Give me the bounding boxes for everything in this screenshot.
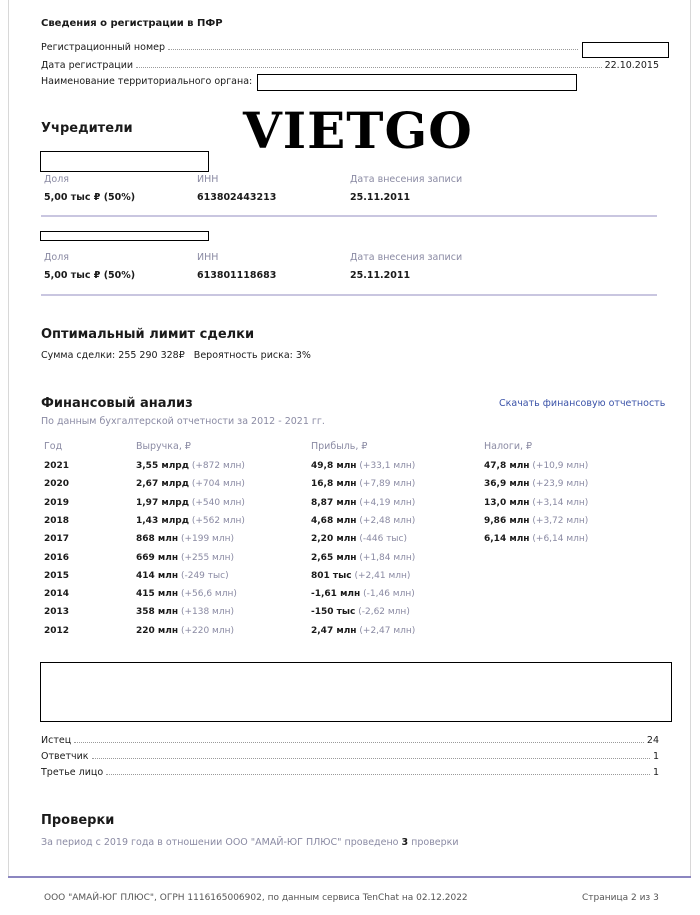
plaintiff-value: 24	[646, 735, 659, 746]
finance-subtitle: По данным бухгалтерской отчетности за 2012 - 2021 гг.	[41, 416, 325, 427]
vietgo-watermark-logo: VIETGO	[243, 101, 473, 160]
redacted-reg-number	[582, 42, 669, 58]
redacted-founder-2-name	[40, 231, 209, 241]
org-label: Наименование территориального органа:	[41, 76, 253, 87]
founder-divider-2	[41, 294, 657, 296]
finance-prof-delta: (+2,48 млн)	[359, 515, 416, 526]
finance-title: Финансовый анализ	[41, 396, 193, 411]
founder-2-date-label: Дата внесения записи	[350, 252, 463, 263]
founder-2-share: 5,00 тыс ₽ (50%)	[44, 270, 136, 281]
finance-prof-delta: (+2,47 млн)	[359, 625, 416, 636]
finance-year: 2020	[44, 479, 70, 490]
founder-2-share-label: Доля	[44, 252, 70, 263]
finance-tax-value: 9,86 млн	[484, 515, 530, 526]
founder-2-date: 25.11.2011	[350, 270, 411, 281]
checks-text-suffix: проверки	[408, 837, 459, 848]
finance-tax-delta: (+6,14 млн)	[532, 534, 589, 545]
finance-prof-value: 16,8 млн	[311, 479, 357, 490]
finance-prof-value: -150 тыс	[311, 607, 356, 618]
finance-row	[44, 607, 664, 625]
founder-1-date: 25.11.2011	[350, 192, 411, 203]
page-edge-left	[8, 0, 9, 876]
founders-title: Учредители	[41, 121, 133, 136]
finance-tax-delta: (+10,9 млн)	[532, 461, 589, 471]
plaintiff-label: Истец	[41, 735, 72, 746]
reg-date-row	[41, 60, 659, 71]
finance-rev-value: 358 млн	[136, 607, 179, 618]
founder-1-share: 5,00 тыс ₽ (50%)	[44, 192, 136, 203]
finance-row	[44, 461, 664, 479]
finance-rev-value: 1,43 млрд	[136, 515, 189, 526]
finance-tax-delta: (+3,72 млн)	[532, 515, 589, 526]
reg-date-label: Дата регистрации	[41, 60, 134, 71]
checks-count: 3	[401, 837, 409, 848]
finance-prof-delta: (-446 тыс)	[359, 534, 407, 545]
finance-year: 2017	[44, 534, 70, 545]
finance-rev-delta: (+540 млн)	[191, 497, 245, 508]
finance-tax-value: 6,14 млн	[484, 534, 530, 545]
finance-prof-delta: (+7,89 млн)	[359, 479, 416, 490]
col-header-profit: Прибыль, ₽	[311, 441, 368, 452]
col-header-revenue: Выручка, ₽	[136, 441, 191, 452]
limit-title: Оптимальный лимит сделки	[41, 327, 255, 342]
limit-line: Сумма сделки: 255 290 328₽ Вероятность риска: 3%	[41, 350, 311, 361]
finance-prof-value: 2,20 млн	[311, 534, 357, 545]
reg-date-value: 22.10.2015	[604, 60, 659, 71]
third-party-label: Третье лицо	[41, 767, 104, 778]
finance-row	[44, 589, 664, 607]
redacted-block	[40, 662, 672, 722]
finance-prof-delta: (-2,62 млн)	[358, 607, 410, 618]
finance-rev-delta: (+872 млн)	[191, 461, 245, 471]
defendant-row	[41, 751, 659, 762]
finance-rev-value: 414 млн	[136, 570, 179, 581]
checks-text-prefix: За период с 2019 года в отношении ООО "АМАЙ-ЮГ ПЛЮС" проведено	[41, 837, 402, 848]
founder-1-inn-label: ИНН	[197, 174, 219, 185]
finance-prof-delta: (-1,46 млн)	[363, 589, 415, 600]
checks-text	[41, 837, 459, 848]
col-header-taxes: Налоги, ₽	[484, 441, 533, 452]
third-party-row	[41, 767, 659, 778]
footer-page-number: Страница 2 из 3	[582, 893, 659, 903]
finance-year: 2018	[44, 515, 70, 526]
founder-1-date-label: Дата внесения записи	[350, 174, 463, 185]
finance-rev-value: 220 млн	[136, 625, 179, 636]
finance-year: 2014	[44, 589, 70, 600]
finance-tax-value: 47,8 млн	[484, 461, 530, 471]
finance-year: 2016	[44, 552, 70, 563]
finance-year: 2012	[44, 625, 70, 636]
finance-rev-delta: (+704 млн)	[191, 479, 245, 490]
finance-rev-delta: (+56,6 млн)	[180, 589, 237, 600]
finance-row	[44, 498, 664, 516]
third-party-value: 1	[652, 767, 659, 778]
founder-2-inn: 613801118683	[197, 270, 277, 281]
finance-rev-value: 669 млн	[136, 552, 179, 563]
finance-rev-value: 2,67 млрд	[136, 479, 189, 490]
defendant-value: 1	[652, 751, 659, 762]
finance-year: 2015	[44, 570, 70, 581]
finance-prof-delta: (+2,41 млн)	[354, 570, 411, 581]
finance-rev-delta: (+255 млн)	[180, 552, 234, 563]
pfr-title: Сведения о регистрации в ПФР	[41, 18, 223, 29]
founder-1-inn: 613802443213	[197, 192, 277, 203]
founder-2-inn-label: ИНН	[197, 252, 219, 263]
col-header-year: Год	[44, 441, 63, 452]
finance-tax-value: 36,9 млн	[484, 479, 530, 490]
finance-row	[44, 553, 664, 571]
finance-rev-delta: (-249 тыс)	[180, 570, 229, 581]
finance-row	[44, 571, 664, 589]
finance-rev-value: 868 млн	[136, 534, 179, 545]
footer-divider	[8, 876, 691, 878]
finance-rev-delta: (+562 млн)	[191, 515, 245, 526]
plaintiff-row	[41, 735, 659, 746]
finance-prof-value: 8,87 млн	[311, 497, 357, 508]
finance-prof-delta: (+4,19 млн)	[359, 497, 416, 508]
reg-number-label: Регистрационный номер	[41, 42, 165, 53]
page-edge-right	[690, 0, 691, 876]
finance-prof-value: 2,65 млн	[311, 552, 357, 563]
finance-row	[44, 626, 664, 644]
footer-left: ООО "АМАЙ-ЮГ ПЛЮС", ОГРН 1116165006902, по данным сервиса TenChat на 02.12.2022	[44, 893, 468, 903]
finance-rev-delta: (+138 млн)	[180, 607, 234, 618]
finance-row	[44, 516, 664, 534]
finance-rev-delta: (+220 млн)	[180, 625, 234, 636]
finance-prof-delta: (+33,1 млн)	[359, 461, 416, 471]
finance-prof-value: 49,8 млн	[311, 461, 357, 471]
finance-prof-value: 4,68 млн	[311, 515, 357, 526]
download-financial-report-link[interactable]: Скачать финансовую отчетность	[499, 398, 666, 409]
finance-tax-delta: (+23,9 млн)	[532, 479, 589, 490]
founder-1-share-label: Доля	[44, 174, 70, 185]
founder-divider-1	[41, 215, 657, 217]
finance-year: 2013	[44, 607, 70, 618]
finance-rev-value: 3,55 млрд	[136, 461, 189, 471]
finance-prof-value: -1,61 млн	[311, 589, 361, 600]
finance-prof-value: 2,47 млн	[311, 625, 357, 636]
checks-title: Проверки	[41, 813, 115, 828]
finance-prof-value: 801 тыс	[311, 570, 352, 581]
finance-tax-delta: (+3,14 млн)	[532, 497, 589, 508]
finance-row	[44, 534, 664, 552]
finance-prof-delta: (+1,84 млн)	[359, 552, 416, 563]
finance-tax-value: 13,0 млн	[484, 497, 530, 508]
reg-number-row	[41, 42, 581, 53]
defendant-label: Ответчик	[41, 751, 89, 762]
redacted-org-name	[257, 74, 577, 91]
redacted-founder-1-name	[40, 151, 209, 172]
finance-year: 2019	[44, 497, 70, 508]
finance-rev-value: 415 млн	[136, 589, 179, 600]
finance-rev-delta: (+199 млн)	[180, 534, 234, 545]
finance-row	[44, 479, 664, 497]
finance-rev-value: 1,97 млрд	[136, 497, 189, 508]
finance-year: 2021	[44, 461, 70, 471]
